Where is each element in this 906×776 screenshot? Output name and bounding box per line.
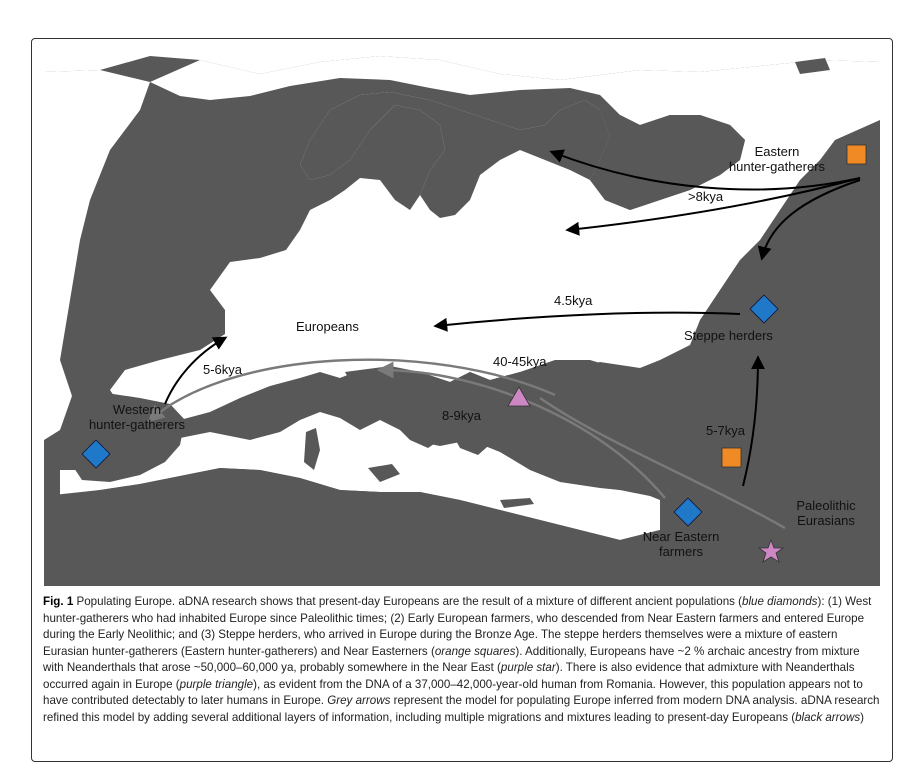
label-8-9kya: 8-9kya <box>442 408 482 423</box>
figure-label: Fig. 1 <box>43 595 74 608</box>
caption-italic: black arrows <box>795 710 861 724</box>
label-4-5kya: 4.5kya <box>554 293 593 308</box>
caption-text: Populating Europe. aDNA research shows that present-day Europeans are the result of a mixture of different ancient populations ( <box>73 595 743 608</box>
caption-text: represent the model for populating Europe inferred from modern DNA analysis. aDNA research refined this model by adding several additional layers of information, including multiple migrations and mixtures leading to present-day Europeans ( <box>43 694 880 724</box>
caption-text: ) <box>860 710 865 724</box>
caption-italic: purple star <box>500 661 556 674</box>
caption-text: ). There is also evidence that admixture with Neanderthals occurred again in Europe ( <box>43 661 855 691</box>
label-near-eastern: Near Eastern farmers <box>642 529 720 559</box>
europe-map <box>44 48 880 586</box>
orange-square-near-east <box>722 448 741 467</box>
caption-body <box>43 595 880 724</box>
label-eastern-hg: Eastern hunter-gatherers <box>728 144 826 174</box>
label-8kya: >8kya <box>688 189 724 204</box>
label-western-hg: Western hunter-gatherers <box>88 402 186 432</box>
label-5-6kya: 5-6kya <box>203 362 243 377</box>
orange-square-eastern-hg <box>847 145 866 164</box>
caption-italic: blue diamonds <box>742 595 818 608</box>
label-5-7kya: 5-7kya <box>706 423 746 438</box>
caption-text: ): (1) West hunter-gatherers who had inhabited Europe since Paleolithic times; (2) Early European farmers, who descended from Near Eastern farmers and entered Europe during the Early Neolithic; and (3) Steppe herders, who arrived in Europe during the Bronze Age. The steppe herders themselves were a mixture of eastern Eurasian hunter-gatherers (Eastern hunter-gatherers) and Near Easterners ( <box>43 595 872 658</box>
caption-text: ). Additionally, Europeans have ~2 % archaic ancestry from mixture with Neanderthals that arose ~50,000–60,000 ya, probably somewhere in the Near East ( <box>43 644 860 674</box>
label-40-45kya: 40-45kya <box>493 354 547 369</box>
label-steppe-herders: Steppe herders <box>684 328 773 343</box>
caption-italic: orange squares <box>434 644 516 658</box>
caption-text: ), as evident from the DNA of a 37,000–42,000-year-old human from Romania. However, this population appears not to have contributed detectably to later humans in Europe. <box>43 677 863 707</box>
caption-italic: purple triangle <box>179 677 254 691</box>
label-paleolithic: Paleolithic Eurasians <box>796 498 856 528</box>
caption-italic: Grey arrows <box>327 694 391 707</box>
figure-caption <box>43 594 881 726</box>
label-europeans: Europeans <box>296 319 359 334</box>
